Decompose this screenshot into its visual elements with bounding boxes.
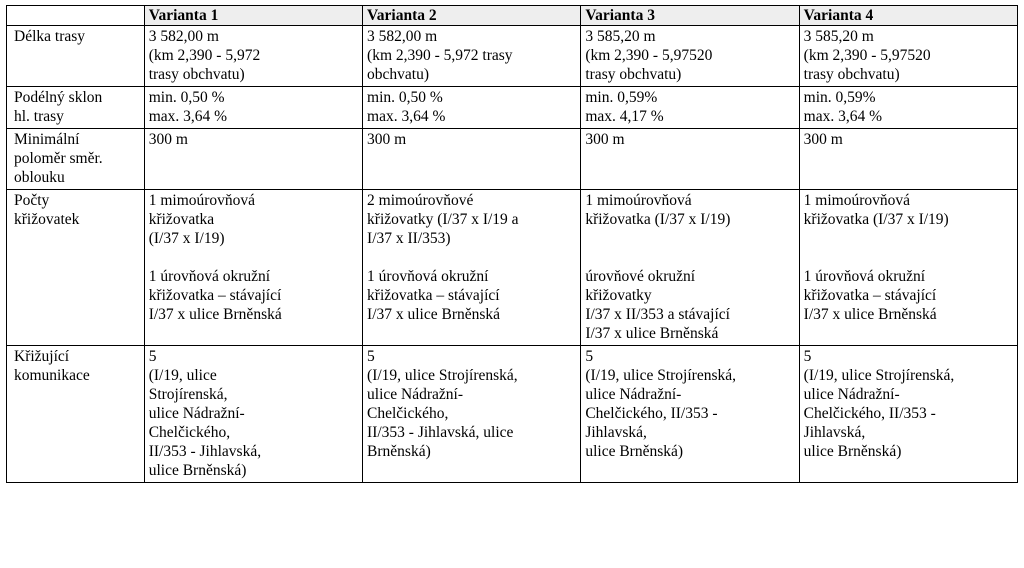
header-variant-2: Varianta 2: [363, 6, 581, 26]
header-variant-1: Varianta 1: [144, 6, 362, 26]
table-cell: 3 585,20 m (km 2,390 - 5,97520 trasy obchvatu): [799, 26, 1017, 87]
header-corner-cell: [7, 6, 145, 26]
table-cell: min. 0,59% max. 3,64 %: [799, 87, 1017, 129]
table-cell: 1 mimoúrovňová křižovatka (I/37 x I/19) 1 úrovňová okružní křižovatka – stávající I/37 x ulice Brněnská: [799, 190, 1017, 346]
row-label-sklon: Podélný sklon hl. trasy: [7, 87, 145, 129]
table-cell: 2 mimoúrovňové křižovatky (I/37 x I/19 a I/37 x II/353) 1 úrovňová okružní křižovatka – stávající I/37 x ulice Brněnská: [363, 190, 581, 346]
table-cell: min. 0,50 % max. 3,64 %: [144, 87, 362, 129]
header-variant-3: Varianta 3: [581, 6, 799, 26]
table-cell: 5 (I/19, ulice Strojírenská, ulice Nádražní- Chelčického, II/353 - Jihlavská, ulice Brněnská): [363, 346, 581, 483]
row-label-polomer: Minimální poloměr směr. oblouku: [7, 129, 145, 190]
table-cell: 300 m: [144, 129, 362, 190]
table-cell: 300 m: [581, 129, 799, 190]
table-row: [7, 190, 1018, 346]
table-cell: 1 mimoúrovňová křižovatka (I/37 x I/19) úrovňové okružní křižovatky I/37 x II/353 a stávající I/37 x ulice Brněnská: [581, 190, 799, 346]
table-cell: 1 mimoúrovňová křižovatka (I/37 x I/19) 1 úrovňová okružní křižovatka – stávající I/37 x ulice Brněnská: [144, 190, 362, 346]
table-row: [7, 129, 1018, 190]
header-row: [7, 6, 1018, 26]
table-cell: 300 m: [363, 129, 581, 190]
table-cell: 5 (I/19, ulice Strojírenská, ulice Nádražní- Chelčického, II/353 - Jihlavská, ulice Brněnská): [144, 346, 362, 483]
table-cell: 5 (I/19, ulice Strojírenská, ulice Nádražní- Chelčického, II/353 - Jihlavská, ulice Brněnská): [581, 346, 799, 483]
row-label-krizovatky: Počty křižovatek: [7, 190, 145, 346]
table-cell: min. 0,59% max. 4,17 %: [581, 87, 799, 129]
table-cell: 3 582,00 m (km 2,390 - 5,972 trasy obchvatu): [144, 26, 362, 87]
header-variant-4: Varianta 4: [799, 6, 1017, 26]
table-row: [7, 26, 1018, 87]
row-label-delka: Délka trasy: [7, 26, 145, 87]
comparison-table: [6, 5, 1018, 483]
table-row: [7, 346, 1018, 483]
table-row: [7, 87, 1018, 129]
table-cell: 3 585,20 m (km 2,390 - 5,97520 trasy obchvatu): [581, 26, 799, 87]
table-cell: 300 m: [799, 129, 1017, 190]
row-label-komunikace: Křižující komunikace: [7, 346, 145, 483]
table-cell: 3 582,00 m (km 2,390 - 5,972 trasy obchvatu): [363, 26, 581, 87]
table-cell: min. 0,50 % max. 3,64 %: [363, 87, 581, 129]
table-cell: 5 (I/19, ulice Strojírenská, ulice Nádražní- Chelčického, II/353 - Jihlavská, ulice Brněnská): [799, 346, 1017, 483]
